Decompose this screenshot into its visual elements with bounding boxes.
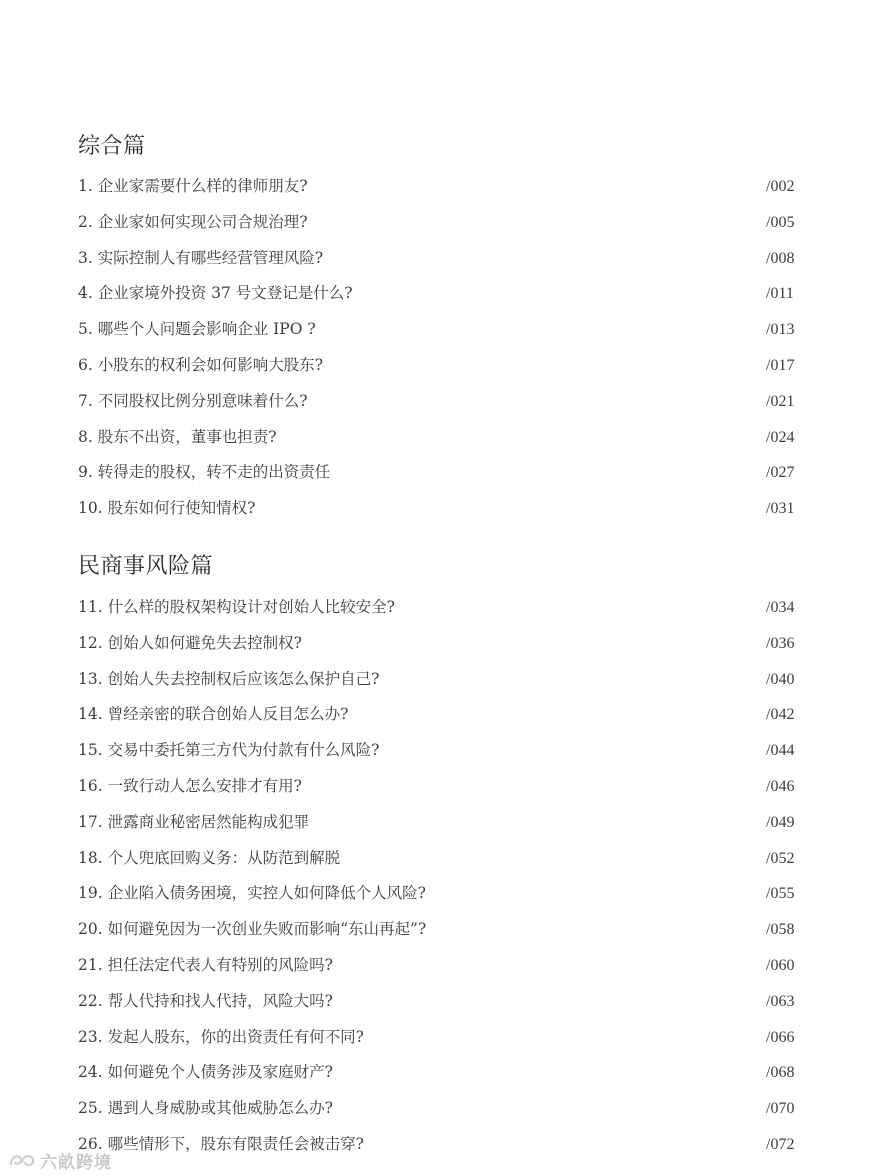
- toc-entry-page-number: /055: [766, 885, 795, 903]
- watermark-logo-icon: [8, 1150, 36, 1170]
- toc-entry-title: 17. 泄露商业秘密居然能构成犯罪: [78, 812, 310, 831]
- toc-entry-title: 3. 实际控制人有哪些经营管理风险?: [78, 248, 324, 267]
- toc-entry[interactable]: [78, 169, 800, 205]
- toc-entry-page-number: /068: [766, 1064, 795, 1082]
- toc-entry[interactable]: [78, 805, 800, 841]
- toc-entry-title: 21. 担任法定代表人有特别的风险吗?: [78, 955, 333, 974]
- toc-entry[interactable]: [78, 1091, 800, 1127]
- toc-entry-title: 12. 创始人如何避免失去控制权?: [78, 633, 302, 652]
- toc-entry[interactable]: [78, 491, 800, 527]
- toc-entry[interactable]: [78, 769, 800, 805]
- toc-entry-title: 15. 交易中委托第三方代为付款有什么风险?: [78, 741, 380, 760]
- toc-entry[interactable]: [78, 841, 800, 877]
- toc-entry[interactable]: [78, 697, 800, 733]
- toc-entry-title: 11. 什么样的股权架构设计对创始人比较安全?: [78, 598, 395, 616]
- toc-entry-title: 13. 创始人失去控制权后应该怎么保护自己?: [78, 669, 380, 688]
- toc-entry[interactable]: [78, 662, 800, 698]
- toc-entry[interactable]: [78, 312, 800, 348]
- toc-entry-page-number: /008: [766, 249, 795, 267]
- toc-entry[interactable]: [78, 455, 800, 491]
- toc-entry-title: 9. 转得走的股权，转不走的出资责任: [78, 463, 331, 482]
- section-title: 综合篇: [78, 134, 146, 159]
- toc-entry-page-number: /058: [766, 921, 795, 939]
- toc-list: [78, 590, 800, 1163]
- toc-entry-title: 18. 个人兜底回购义务：从防范到解脱: [78, 848, 341, 867]
- toc-entry[interactable]: [78, 984, 800, 1020]
- toc-entry-page-number: /024: [766, 428, 795, 446]
- toc-entry-title: 2. 企业家如何实现公司合规治理?: [78, 212, 308, 231]
- watermark-text: 六畝跨境: [40, 1152, 112, 1173]
- toc-entry[interactable]: [78, 1127, 800, 1163]
- toc-entry[interactable]: [78, 384, 800, 420]
- toc-entry-page-number: /005: [766, 213, 795, 231]
- toc-entry-page-number: /063: [766, 992, 795, 1010]
- toc-entry[interactable]: [78, 590, 800, 626]
- toc-entry[interactable]: [78, 420, 800, 456]
- toc-entry-title: 14. 曾经亲密的联合创始人反目怎么办?: [78, 705, 349, 724]
- toc-entry-title: 26. 哪些情形下，股东有限责任会被击穿?: [78, 1134, 364, 1153]
- toc-entry-page-number: /011: [766, 285, 794, 303]
- toc-entry-title: 7. 不同股权比例分别意味着什么?: [78, 391, 308, 410]
- toc-entry-page-number: /036: [766, 634, 795, 652]
- toc-entry[interactable]: [78, 1020, 800, 1056]
- toc-entry-page-number: /052: [766, 849, 795, 867]
- toc-entry-title: 19. 企业陷入债务困境，实控人如何降低个人风险?: [78, 884, 426, 903]
- toc-entry-title: 23. 发起人股东，你的出资责任有何不同?: [78, 1027, 364, 1046]
- toc-entry-page-number: /072: [766, 1135, 795, 1153]
- toc-entry[interactable]: [78, 348, 800, 384]
- toc-entry-title: 22. 帮人代持和找人代持，风险大吗?: [78, 991, 333, 1010]
- toc-entry-page-number: /044: [766, 742, 795, 760]
- toc-entry[interactable]: [78, 276, 800, 312]
- toc-entry-page-number: /042: [766, 706, 795, 724]
- toc-entry-page-number: /060: [766, 956, 795, 974]
- toc-entry-title: 8. 股东不出资，董事也担责?: [78, 427, 277, 446]
- toc-entry-title: 25. 遇到人身威胁或其他威胁怎么办?: [78, 1099, 333, 1118]
- toc-section-civil-commercial-risk: [78, 551, 800, 1163]
- toc-entry-title: 16. 一致行动人怎么安排才有用?: [78, 776, 302, 795]
- toc-entry[interactable]: [78, 205, 800, 241]
- toc-entry[interactable]: [78, 1055, 800, 1091]
- toc-entry-page-number: /021: [766, 392, 795, 410]
- toc-entry[interactable]: [78, 626, 800, 662]
- toc-entry-page-number: /031: [766, 500, 795, 518]
- toc-entry-title: 24. 如何避免个人债务涉及家庭财产?: [78, 1063, 333, 1082]
- toc-entry[interactable]: [78, 241, 800, 277]
- toc-entry-page-number: /002: [766, 178, 795, 195]
- watermark: [8, 1148, 112, 1172]
- toc-list: [78, 169, 800, 527]
- toc-entry-page-number: /034: [766, 599, 795, 616]
- toc-entry[interactable]: [78, 876, 800, 912]
- toc-entry-title: 6. 小股东的权利会如何影响大股东?: [78, 355, 324, 374]
- toc-entry-page-number: /046: [766, 777, 795, 795]
- toc-entry[interactable]: [78, 912, 800, 948]
- toc-section-general: [78, 131, 800, 527]
- toc-entry[interactable]: [78, 733, 800, 769]
- toc-entry-title: 10. 股东如何行使知情权?: [78, 499, 256, 518]
- toc-entry-page-number: /040: [766, 670, 795, 688]
- toc-entry-page-number: /066: [766, 1028, 795, 1046]
- toc-entry-page-number: /070: [766, 1100, 795, 1118]
- toc-entry[interactable]: [78, 948, 800, 984]
- toc-entry-page-number: /049: [766, 813, 795, 831]
- toc-entry-title: 20. 如何避免因为一次创业失败而影响“东山再起”?: [78, 920, 427, 939]
- toc-entry-title: 4. 企业家境外投资 37 号文登记是什么?: [78, 284, 353, 303]
- toc-entry-page-number: /027: [766, 464, 795, 482]
- toc-entry-page-number: /013: [766, 321, 795, 339]
- toc-entry-title: 1. 企业家需要什么样的律师朋友?: [78, 177, 308, 195]
- toc-entry-page-number: /017: [766, 356, 795, 374]
- toc-entry-title: 5. 哪些个人问题会影响企业 IPO ?: [78, 320, 316, 339]
- section-title: 民商事风险篇: [78, 554, 214, 579]
